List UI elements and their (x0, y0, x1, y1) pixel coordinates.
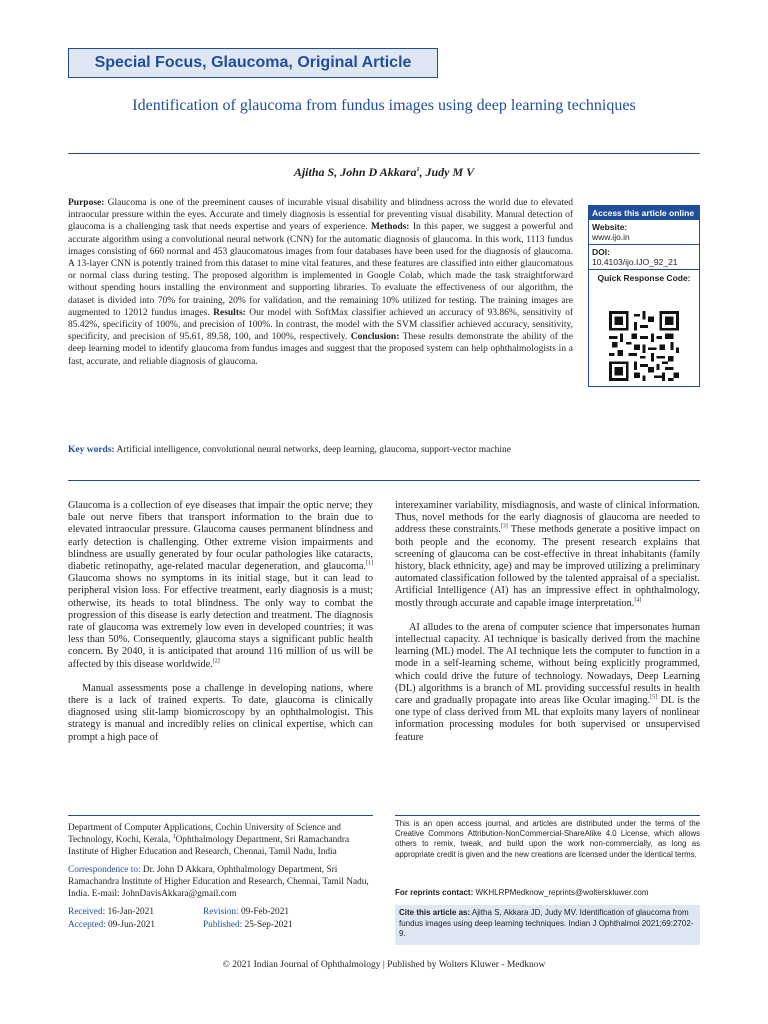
article-dates (68, 906, 373, 931)
accepted-date (68, 919, 203, 931)
revision-label: Revision: (203, 907, 239, 917)
keywords-text: Artificial intelligence, convolutional neural networks, deep learning, glaucoma, support-vector machine (114, 445, 511, 455)
author-affil-mark: 1 (416, 167, 420, 173)
qr-code-icon[interactable] (609, 311, 679, 381)
reprints-email[interactable]: WKHLRPMedknow_reprints@wolterskluwer.com (473, 888, 649, 897)
received-date (68, 906, 203, 918)
citation-box (395, 905, 700, 945)
body-text: Glaucoma shows no symptoms in its initial stage, but it can lead to peripheral vision loss. For effective treatment, early diagnosis is a must; otherwise, its heads to total blindness. The only way to combat the progression of this disease is early detection and treatment. The diagnosis rate of glaucoma was extremely low even in developed countries; it was less than 50%. Consequently, glaucoma stays a significant public health concern. By 2040, it is anticipated that around 116 million of us will be affected by this disease worldwide. (68, 573, 373, 670)
correspondence-text: Dr. John D Akkara, Ophthalmology Department, Sri Ramachandra Institute of Higher Education and Research, Chennai, Tamil Nadu, India. E-mail: JohnDavisAkkara@gmail.com (68, 865, 369, 899)
access-box (588, 205, 700, 387)
article-title: Identification of glaucoma from fundus images using deep learning techniques (132, 97, 636, 114)
body-paragraph (395, 500, 700, 610)
doi-label: DOI: (592, 247, 610, 257)
author-names: Ajitha S, John D Akkara (293, 165, 417, 179)
body-text: Glaucoma is a collection of eye diseases that impair the optic nerve; they bale out nerve fibers that transport information to the brain due to elevated intraocular pressure. Glaucoma causes permanent blindness and early detection is challenging. Other extreme vision impairments and blindness are usually generated by four ocular pathologies like cataracts, diabetic retinopathy, age-related macular degeneration, and glaucoma. (68, 500, 373, 573)
author-names-2: , Judy M V (419, 165, 475, 179)
methods-label: Methods: (370, 222, 410, 233)
published-date (203, 919, 373, 931)
citation-link[interactable]: [3] (500, 523, 508, 530)
citation-link[interactable]: [1] (366, 560, 373, 567)
received-label: Received: (68, 907, 106, 917)
affiliation (68, 822, 373, 858)
affiliation-text: Department of Computer Applications, Cochin University of Science and Technology, Kochi, Kerala, (68, 823, 341, 845)
purpose-label: Purpose: (68, 198, 105, 208)
divider-affiliation (68, 815, 373, 816)
keywords (68, 444, 573, 457)
body-text: AI alludes to the arena of computer science that impersonates human intellectual capacity. AI technique is basically derived from the machine learning (ML) model. The AI technique lets the computer to function in a mode in a self-learning scheme, without being explicitly programmed, which could drive the future of technology. Nowadays, Deep Learning (DL) algorithms is a branch of ML providing successful results in health care and gradually propagate into areas like Ocular imaging. (395, 621, 700, 707)
qr-label: Quick Response Code: (597, 273, 691, 283)
published-label: Published: (203, 920, 243, 930)
citation-link[interactable]: [2] (212, 658, 220, 665)
body-text: interexaminer variability, misdiagnosis, and waste of clinical information. Thus, novel methods for the early diagnosis of glaucoma are needed to address these constraints. (395, 500, 700, 536)
body-column-left (68, 500, 373, 756)
body-paragraph: Manual assessments pose a challenge in developing nations, where there is a lack of trained experts. To date, glaucoma is clinically diagnosed using slit-lamp biomicroscopy by an ophthalmologist. This strategy is manual and incredibly relies on clinical expertise, which can prompt a high pace of (68, 682, 373, 743)
body-text: These methods generate a positive impact on both people and the economy. The present research explains that screening of glaucoma can be cost-effective in threat inhabitants (family history, black ethnicity, age) and may be improved utilizing a preliminary automated classification followed by the talented appraisal of a specialist. Artificial Intelligence (AI) has an impressive effect in ophthalmology, mostly through accurate and capable image interpretation. (395, 524, 701, 609)
purpose-text: Glaucoma is one of the preeminent causes of incurable visual disability and blindness across the world due to elevated intraocular pressure within the eyes. Accurate and timely diagnosis is essential for preventing visual disability. Manual detection of glaucoma is a challenging task that needs expertise and years of experience. (68, 198, 573, 233)
abstract (68, 197, 573, 368)
author-list (68, 165, 700, 180)
conclusion-text: These results demonstrate the ability of the deep learning model to identify glaucoma from fundus images and suggest that the proposed system can help ophthalmologists in a fast, accurate, and reliable diagnosis of glaucoma. (68, 332, 573, 367)
page-footer: © 2021 Indian Journal of Ophthalmology | Published by Wolters Kluwer - Medknow (222, 960, 546, 970)
results-text: Our model with SoftMax classifier achieved an accuracy of 93.86%, sensitivity of 85.42%, specificity of 100%, and precision of 100%. In contrast, the model with the SVM classifier achieved accuracy, sensitivity, specificity, and precision of 95.61, 89.58, 100, and 100%, respectively. (68, 307, 573, 343)
article-type-banner (68, 48, 438, 78)
received-value: 16-Jan-2021 (105, 907, 154, 917)
website-link[interactable]: www.ijo.in (592, 232, 630, 242)
affiliation-block (68, 822, 373, 931)
body-column-right (395, 500, 700, 756)
doi-link[interactable]: 10.4103/ijo.IJO_92_21 (592, 257, 678, 267)
conclusion-label: Conclusion: (350, 332, 400, 343)
body-paragraph (395, 622, 700, 744)
reprints-label: For reprints contact: (395, 888, 474, 897)
citation-link[interactable]: [5] (650, 694, 658, 701)
cite-label: Cite this article as: (399, 908, 471, 917)
divider-mid (68, 480, 700, 481)
affiliation-mark: 1 (172, 833, 176, 840)
results-label: Results: (213, 307, 246, 318)
doi-row (589, 245, 699, 270)
divider-license (395, 815, 700, 816)
correspondence (68, 864, 373, 900)
divider-top (68, 153, 700, 154)
affiliation-text-2: Ophthalmology Department, Sri Ramachandra Institute of Higher Education and Research, Chennai, Tamil Nadu, India (68, 835, 350, 857)
published-value: 25-Sep-2021 (242, 920, 293, 930)
accepted-label: Accepted: (68, 920, 106, 930)
methods-text: In this paper, we suggest a powerful and accurate algorithm using a convolutional neural network (CNN) for the automatic diagnosis of glaucoma. In this work, 1113 fundus images consisting of 660 normal and 453 glaucomatous images from four databases have been used for the diagnosis of glaucoma. A 13-layer CNN is potently trained from this dataset to mine vital features, and these features are classified into either glaucomatous or normal class during testing. The proposed algorithm is implemented in Google Colab, which made the task straightforward without spending hours installing the environment and supporting libraries. To evaluate the effectiveness of our algorithm, the dataset is divided into 70% for training, 20% for validation, and the remaining 10% utilized for testing. The training images are augmented to 12012 fundus images. (68, 222, 573, 318)
access-heading: Access this article online (589, 206, 699, 220)
revision-value: 09-Feb-2021 (238, 907, 289, 917)
accepted-value: 09-Jun-2021 (105, 920, 156, 930)
correspondence-label: Correspondence to: (68, 865, 141, 875)
cite-text: Ajitha S, Akkara JD, Judy MV. Identification of glaucoma from fundus images using deep learning techniques. Indian J Ophthalmol 2021;69:2702-9. (399, 908, 694, 938)
reprints-contact (395, 888, 700, 897)
article-type-label: Special Focus, Glaucoma, Original Article (94, 54, 412, 71)
website-label: Website: (592, 222, 628, 232)
open-access-notice: This is an open access journal, and articles are distributed under the terms of the Creative Commons Attribution-NonCommercial-ShareAlike 4.0 License, which allows others to remix, tweak, and build upon the work non-commercially, as long as appropriate credit is given and the new creations are licensed under the identical terms. (395, 819, 700, 859)
revision-date (203, 906, 373, 918)
keywords-label: Key words: (68, 445, 115, 455)
website-row (589, 220, 699, 245)
body-text: DL is the one type of class derived from ML that exploits many layers of nonlinear information processing modules for both supervised or unsupervised feature (395, 695, 700, 743)
citation-link[interactable]: [4] (634, 597, 642, 604)
body-paragraph (68, 500, 373, 671)
